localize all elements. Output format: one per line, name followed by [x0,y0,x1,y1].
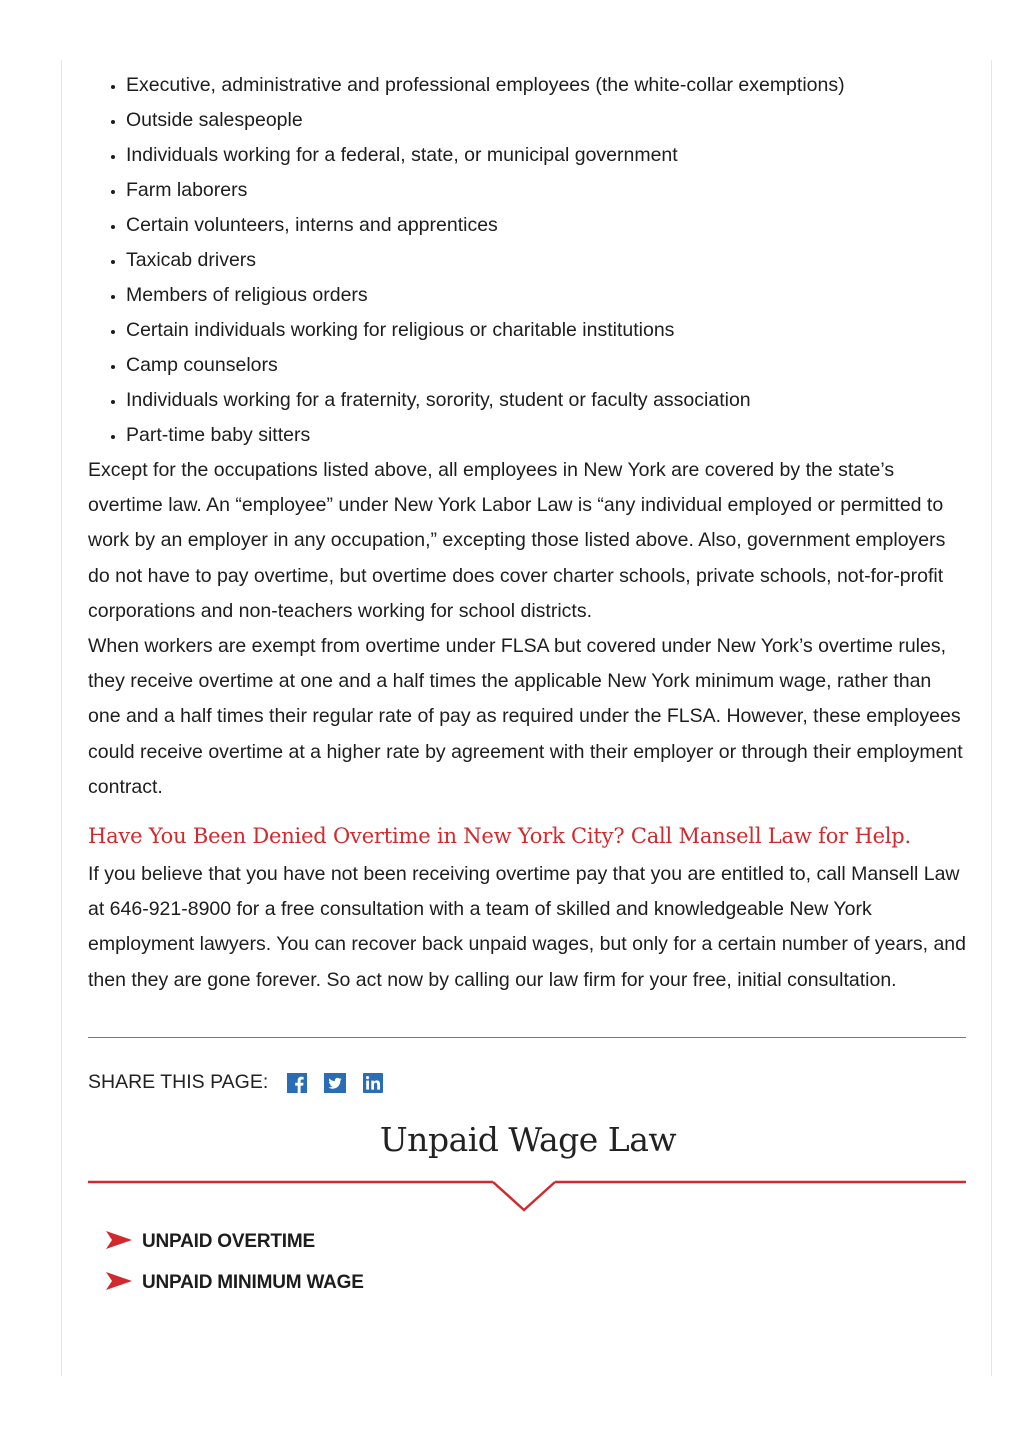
page-frame-left [61,60,62,1376]
unpaid-minimum-wage-link[interactable]: UNPAID MINIMUM WAGE [142,1272,364,1294]
red-arrow-icon [106,1231,132,1254]
coverage-paragraph: Except for the occupations listed above, all employees in New York are covered by the state’s overtime law. An “employee” under New York Labor Law is “any individual employed or permitted to work by an employer in any occupation,” excepting those listed above. Also, government employers do not have to pay overtime, but overtime does cover charter schools, private schools, not-for-profit corporations and non-teachers working for school districts. [88,459,946,622]
list-item: • Taxicab drivers [126,243,968,278]
list-item: • Certain individuals working for religious or charitable institutions [126,313,968,348]
cta-paragraph: If you believe that you have not been receiving overtime pay that you are entitled to, call Mansell Law at 646-921-8900 for a free consultation with a team of skilled and knowledgeable New York employment lawyers. You can recover back unpaid wages, but only for a certain number of years, and then they are gone forever. So act now by calling our law firm for your free, initial consultation. [88,863,966,991]
section-title-divider [88,1172,966,1212]
list-item: • Executive, administrative and professional employees (the white-collar exemptions) [126,68,968,103]
cta-heading: Have You Been Denied Overtime in New York City? Call Mansell Law for Help. [88,824,912,849]
list-item: • Part-time baby sitters [126,418,968,453]
list-item [106,1222,968,1263]
unpaid-overtime-link[interactable]: UNPAID OVERTIME [142,1231,315,1253]
exemptions-list [88,68,968,453]
list-item: • Farm laborers [126,173,968,208]
list-item: • Individuals working for a fraternity, sorority, student or faculty association [126,383,968,418]
share-label: SHARE THIS PAGE: [88,1071,269,1094]
list-item: • Certain volunteers, interns and apprentices [126,208,968,243]
list-item: • Members of religious orders [126,278,968,313]
list-item: • Individuals working for a federal, state, or municipal government [126,138,968,173]
unpaid-wage-links [88,1222,968,1304]
list-item: • Camp counselors [126,348,968,383]
list-item [106,1263,968,1304]
list-item: • Outside salespeople [126,103,968,138]
page-frame-right [991,60,992,1376]
article-content [88,68,968,1304]
horizontal-divider [88,1037,966,1038]
red-arrow-icon [106,1272,132,1295]
linkedin-icon[interactable] [362,1072,384,1094]
section-title: Unpaid Wage Law [379,1119,677,1159]
facebook-icon[interactable] [286,1072,308,1094]
twitter-icon[interactable] [324,1072,346,1094]
share-bar [88,1070,968,1096]
flsa-paragraph: When workers are exempt from overtime under FLSA but covered under New York’s overtime rules, they receive overtime at one and a half times the applicable New York minimum wage, rather than one and a half times their regular rate of pay as required under the FLSA. However, these employees could receive overtime at a higher rate by agreement with their employer or through their employment contract. [88,635,963,798]
